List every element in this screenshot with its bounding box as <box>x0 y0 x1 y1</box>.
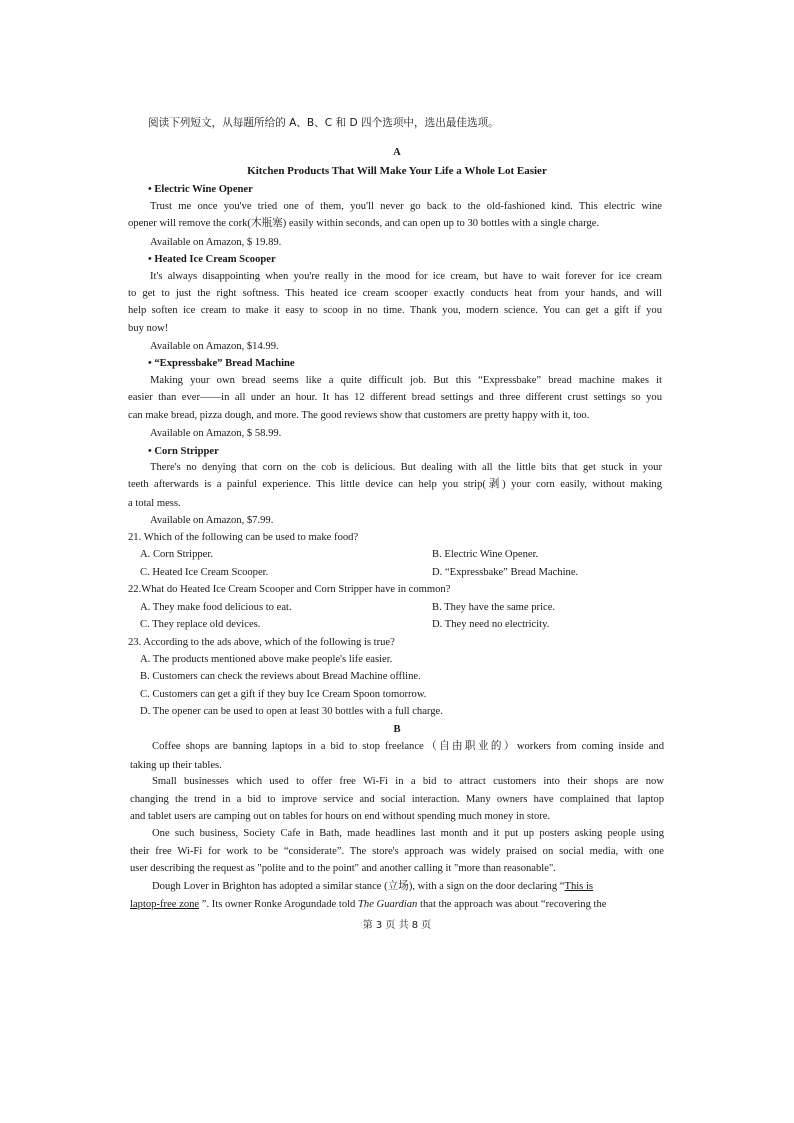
instruction: 阅读下列短文，从每题所给的 A、B、C 和 D 四个选项中，选出最佳选项。 <box>148 117 499 129</box>
paragraph-line: their free Wi-Fi for work to be “considerate”. The store's approach was widely praised on social media, with one <box>130 846 664 857</box>
product-name: • Corn Stripper <box>148 446 219 457</box>
product-text-line: can make bread, pizza dough, and more. The good reviews show that customers are pretty happy with it, too. <box>128 410 590 421</box>
section-a-letter: A <box>393 147 401 158</box>
paragraph-text: ”. Its owner Ronke Arogundade told <box>199 899 358 910</box>
option-d: D. “Expressbake” Bread Machine. <box>432 567 579 578</box>
product-text-line: a total mess. <box>128 498 181 509</box>
paragraph-line <box>152 878 593 895</box>
option-b: B. Electric Wine Opener. <box>432 549 539 560</box>
paragraph-line: changing the trend in a bid to improve service and social interaction. Many owners have complained that laptop <box>130 794 664 805</box>
product-price: Available on Amazon, $14.99. <box>150 341 279 352</box>
product-price: Available on Amazon, $7.99. <box>150 515 274 526</box>
question-stem: 22.What do Heated Ice Cream Scooper and Corn Stripper have in common? <box>128 584 451 595</box>
product-text-line: help soften ice cream to make it easy to scoop in no time. Thank you, modern science. You can get a gift if you <box>128 305 662 316</box>
option-a: A. Corn Stripper. <box>140 549 213 560</box>
product-text-line: There's no denying that corn on the cob is delicious. But dealing with all the little bits that get stuck in your <box>150 462 662 473</box>
paragraph-line: Coffee shops are banning laptops in a bid to stop freelance（自由职业的）workers from coming inside and <box>152 741 664 752</box>
product-text-line: opener will remove the cork(木瓶塞) easily within seconds, and can open up to 30 bottles with a single charge. <box>128 218 600 229</box>
paragraph-line <box>130 896 607 913</box>
sign-text: laptop-free zone <box>130 899 200 910</box>
option-d: D. The opener can be used to open at least 30 bottles with a full charge. <box>140 706 443 717</box>
article-title: Kitchen Products That Will Make Your Life a Whole Lot Easier <box>247 165 547 177</box>
question-stem: 23. According to the ads above, which of the following is true? <box>128 637 395 648</box>
option-a: A. The products mentioned above make people's life easier. <box>140 654 393 665</box>
paragraph-line: One such business, Society Cafe in Bath, made headlines last month and it put up posters asking people using <box>152 828 664 839</box>
product-text-line: teeth afterwards is a painful experience. This little device can help you strip(剥) your corn easily, without making <box>128 479 662 490</box>
question-stem: 21. Which of the following can be used to make food? <box>128 532 359 543</box>
product-name: • Heated Ice Cream Scooper <box>148 254 276 265</box>
paragraph-text: that the approach was about “recovering the <box>417 899 607 910</box>
product-text-line: Making your own bread seems like a quite difficult job. But this “Expressbake” bread machine makes it <box>150 375 662 386</box>
product-text-line: buy now! <box>128 323 169 334</box>
paragraph-line: taking up their tables. <box>130 760 222 771</box>
paragraph-line: user describing the request as "polite and to the point" and another calling it "more than reasonable". <box>130 863 556 874</box>
section-b-letter: B <box>393 724 401 735</box>
product-text-line: to get to just the right softness. This heated ice cream scooper exactly conducts heat from your hands, and will <box>128 288 662 299</box>
option-c: C. They replace old devices. <box>140 619 261 630</box>
option-a: A. They make food delicious to eat. <box>140 602 292 613</box>
newspaper-name: The Guardian <box>358 899 418 910</box>
product-text-line: It's always disappointing when you're really in the mood for ice cream, but have to wait forever for ice cream <box>150 271 662 282</box>
paragraph-text: Dough Lover in Brighton has adopted a similar stance (立场), with a sign on the door declaring “ <box>152 881 565 892</box>
product-price: Available on Amazon, $ 58.99. <box>150 428 282 439</box>
product-name: • Electric Wine Opener <box>148 184 253 195</box>
product-price: Available on Amazon, $ 19.89. <box>150 237 282 248</box>
product-name: • “Expressbake” Bread Machine <box>148 358 295 369</box>
product-text-line: Trust me once you've tried one of them, you'll never go back to the old-fashioned kind. This electric wine <box>150 201 662 212</box>
paragraph-line: Small businesses which used to offer free Wi-Fi in a bid to attract customers into their shops are now <box>152 776 664 787</box>
sign-text: This is <box>564 881 594 892</box>
option-d: D. They need no electricity. <box>432 619 550 630</box>
option-c: C. Heated Ice Cream Scooper. <box>140 567 269 578</box>
product-text-line: easier than ever——in all under an hour. It has 12 different bread settings and three different crust settings so you <box>128 392 662 403</box>
option-b: B. Customers can check the reviews about Bread Machine offline. <box>140 671 421 682</box>
option-c: C. Customers can get a gift if they buy Ice Cream Spoon tomorrow. <box>140 689 427 700</box>
page-number: 第 3 页 共 8 页 <box>362 920 432 931</box>
option-b: B. They have the same price. <box>432 602 556 613</box>
paragraph-line: and tablet users are camping out on tables for hours on end without spending much money in store. <box>130 811 551 822</box>
